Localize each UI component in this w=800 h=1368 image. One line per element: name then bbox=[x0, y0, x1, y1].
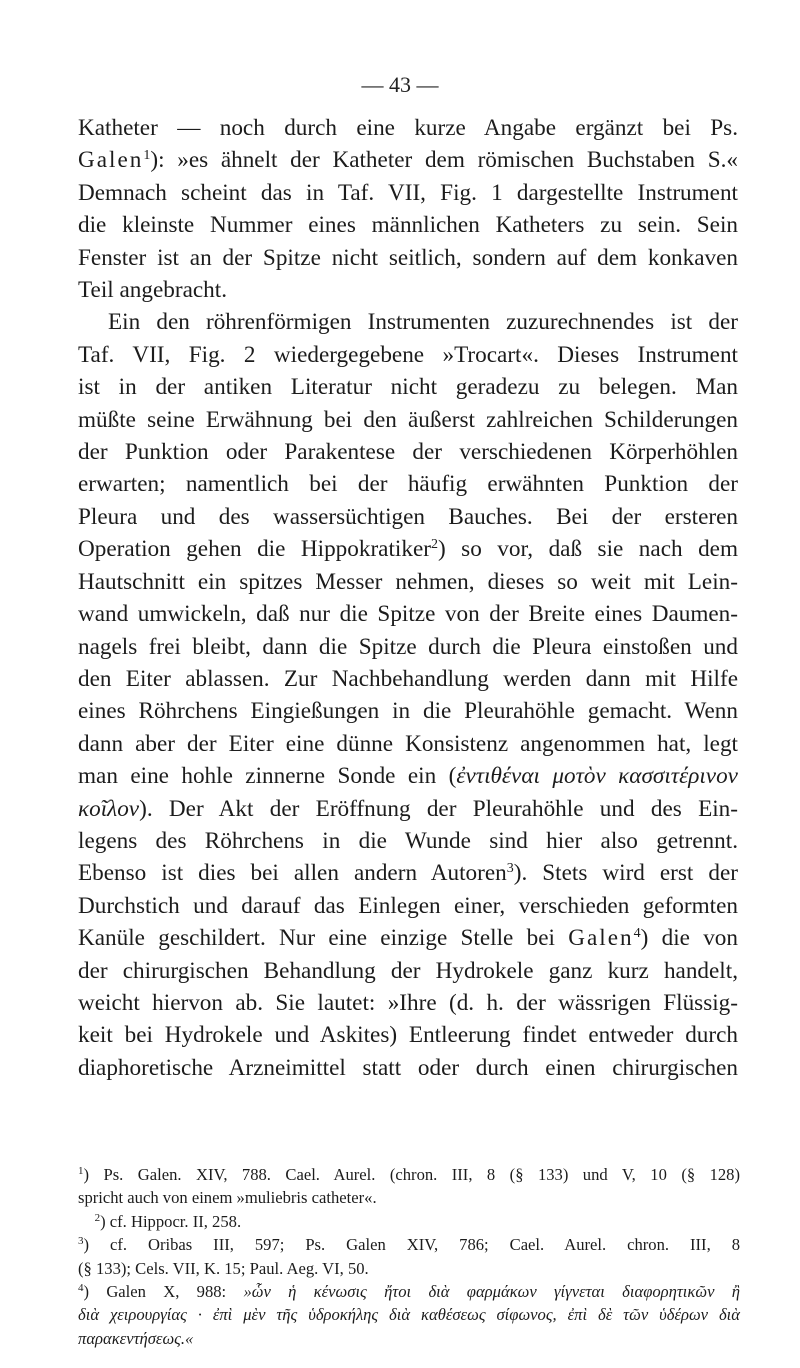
footnote-mark: 2 bbox=[94, 1211, 101, 1224]
footnote-text: ) Galen X, 988: bbox=[83, 1282, 244, 1302]
footnote-text: ) Ps. Galen. XIV, 788. Cael. Aurel. (chron. III, 8 (§ 133) und V, 10 (§ 128) bbox=[83, 1165, 740, 1184]
footnotes bbox=[78, 1163, 740, 1350]
paragraph-2 bbox=[78, 306, 738, 1084]
text-line: Hautschnitt ein spitzes Messer nehmen, dieses so weit mit Lein- bbox=[78, 568, 738, 595]
text-line bbox=[78, 144, 738, 176]
footnote-line bbox=[78, 1210, 740, 1233]
text-fragment: ). Stets wird erst der bbox=[513, 860, 738, 887]
text-fragment: ) so vor, daß sie nach dem bbox=[437, 536, 738, 563]
footnote-line: (§ 133); Cels. VII, K. 15; Paul. Aeg. VI, 50. bbox=[78, 1258, 369, 1278]
text-line: Durchstich und darauf das Einlegen einer, verschieden geformten bbox=[78, 892, 738, 919]
author-name: Galen bbox=[568, 925, 634, 952]
footnote-2 bbox=[78, 1210, 740, 1233]
text-fragment: ). Der Akt der Eröffnung der Pleurahöhle und des Ein- bbox=[139, 795, 738, 822]
footnote-text: ) cf. Hippocr. II, 258. bbox=[100, 1211, 242, 1231]
text-line: wand umwickeln, daß nur die Spitze von der Breite eines Daumen- bbox=[78, 601, 738, 628]
text-line: Pleura und des wassersüchtigen Bauches. Bei der ersteren bbox=[78, 503, 738, 530]
text-line: Taf. VII, Fig. 2 wiedergegebene »Trocart«. Dieses Instrument bbox=[78, 341, 738, 368]
page-number: — 43 — bbox=[361, 72, 439, 97]
greek-quote: »ὧν ἡ κένωσις ἤτοι διὰ φαρμάκων γίγνεται διαφορητικῶν ἢ bbox=[243, 1282, 740, 1302]
footnote-text: ) cf. Oribas III, 597; Ps. Galen XIV, 786; Cael. Aurel. chron. III, 8 bbox=[83, 1235, 740, 1255]
text-line: diaphoretische Arzneimittel statt oder durch einen chirurgischen bbox=[78, 1054, 738, 1081]
text-line: Demnach scheint das in Taf. VII, Fig. 1 dargestellte Instrument bbox=[78, 179, 738, 206]
text-line: Teil angebracht. bbox=[78, 277, 228, 304]
paragraph-1 bbox=[78, 112, 738, 306]
footnote-mark: 1 bbox=[78, 1165, 84, 1177]
text-fragment: Kanüle geschildert. Nur eine einzige Stelle bei bbox=[78, 925, 569, 952]
text-line: Fenster ist an der Spitze nicht seitlich, sondern auf dem konkaven bbox=[78, 244, 738, 271]
author-name: Galen bbox=[78, 147, 144, 174]
footnote-line: παρακεντήσεως.« bbox=[78, 1328, 194, 1348]
text-line: erwarten; namentlich bei der häufig erwähnten Punktion der bbox=[78, 471, 738, 498]
text-line: Katheter — noch durch eine kurze Angabe ergänzt bei Ps. bbox=[78, 115, 738, 141]
footnote-ref: 1 bbox=[143, 148, 151, 164]
footnote-ref: 4 bbox=[633, 926, 641, 942]
text-line: dann aber der Eiter eine dünne Konsistenz angenommen hat, legt bbox=[78, 730, 738, 757]
text-fragment: Operation gehen die Hippokratiker bbox=[78, 536, 431, 563]
footnote-line bbox=[78, 1280, 740, 1303]
text-fragment: ) die von bbox=[640, 925, 738, 952]
footnote-line: διὰ χειρουργίας · ἐπὶ μὲν τῆς ὑδροκήλης διὰ καθέσεως σίφωνος, ἐπὶ δὲ τῶν ὑδέρων διὰ bbox=[78, 1305, 740, 1325]
text-fragment: Ebenso ist dies bei allen andern Autoren bbox=[78, 860, 507, 887]
footnote-1 bbox=[78, 1163, 740, 1210]
main-text bbox=[78, 112, 738, 1084]
text-line bbox=[78, 793, 738, 825]
footnote-ref: 2 bbox=[430, 537, 438, 553]
text-line bbox=[78, 760, 738, 792]
footnote-line bbox=[78, 1233, 740, 1256]
text-line bbox=[78, 533, 738, 565]
text-line: nagels frei bleibt, dann die Spitze durch die Pleura einstoßen und bbox=[78, 633, 738, 660]
text-line: weicht hiervon ab. Sie lautet: »Ihre (d. h. der wässrigen Flüssig- bbox=[78, 989, 738, 1016]
footnote-line bbox=[78, 1163, 740, 1186]
greek-quote: ἐντιθέναι μοτὸν κασσιτέρινον bbox=[456, 763, 738, 790]
footnote-line: spricht auch von einem »muliebris catheter«. bbox=[78, 1188, 377, 1208]
text-line: ist in der antiken Literatur nicht geradezu zu belegen. Man bbox=[78, 374, 738, 401]
footnote-mark: 3 bbox=[78, 1235, 84, 1248]
greek-quote: κοῖλον bbox=[78, 795, 140, 822]
footnote-3 bbox=[78, 1233, 740, 1280]
text-fragment: ): »es ähnelt der Katheter dem römischen Buchstaben S.« bbox=[150, 147, 738, 174]
text-fragment: man eine hohle zinnerne Sonde ein ( bbox=[78, 763, 457, 790]
text-line: eines Röhrchens Eingießungen in die Pleurahöhle gemacht. Wenn bbox=[78, 698, 738, 725]
text-line: Ein den röhrenförmigen Instrumenten zuzurechnendes ist der bbox=[108, 309, 738, 336]
text-line bbox=[78, 857, 738, 889]
footnote-4 bbox=[78, 1280, 740, 1350]
text-line: die kleinste Nummer eines männlichen Katheters zu sein. Sein bbox=[78, 212, 738, 239]
text-line: der Punktion oder Parakentese der verschiedenen Körperhöhlen bbox=[78, 439, 738, 466]
text-line bbox=[78, 922, 738, 954]
footnote-mark: 4 bbox=[78, 1282, 84, 1295]
text-line: der chirurgischen Behandlung der Hydrokele ganz kurz handelt, bbox=[78, 957, 738, 984]
footnote-ref: 3 bbox=[506, 861, 514, 877]
text-line: den Eiter ablassen. Zur Nachbehandlung werden dann mit Hilfe bbox=[78, 665, 738, 692]
text-line: keit bei Hydrokele und Askites) Entleerung findet entweder durch bbox=[78, 1022, 738, 1049]
text-line: müßte seine Erwähnung bei den äußerst zahlreichen Schilderungen bbox=[78, 406, 738, 433]
text-line: legens des Röhrchens in die Wunde sind hier also getrennt. bbox=[78, 827, 738, 854]
